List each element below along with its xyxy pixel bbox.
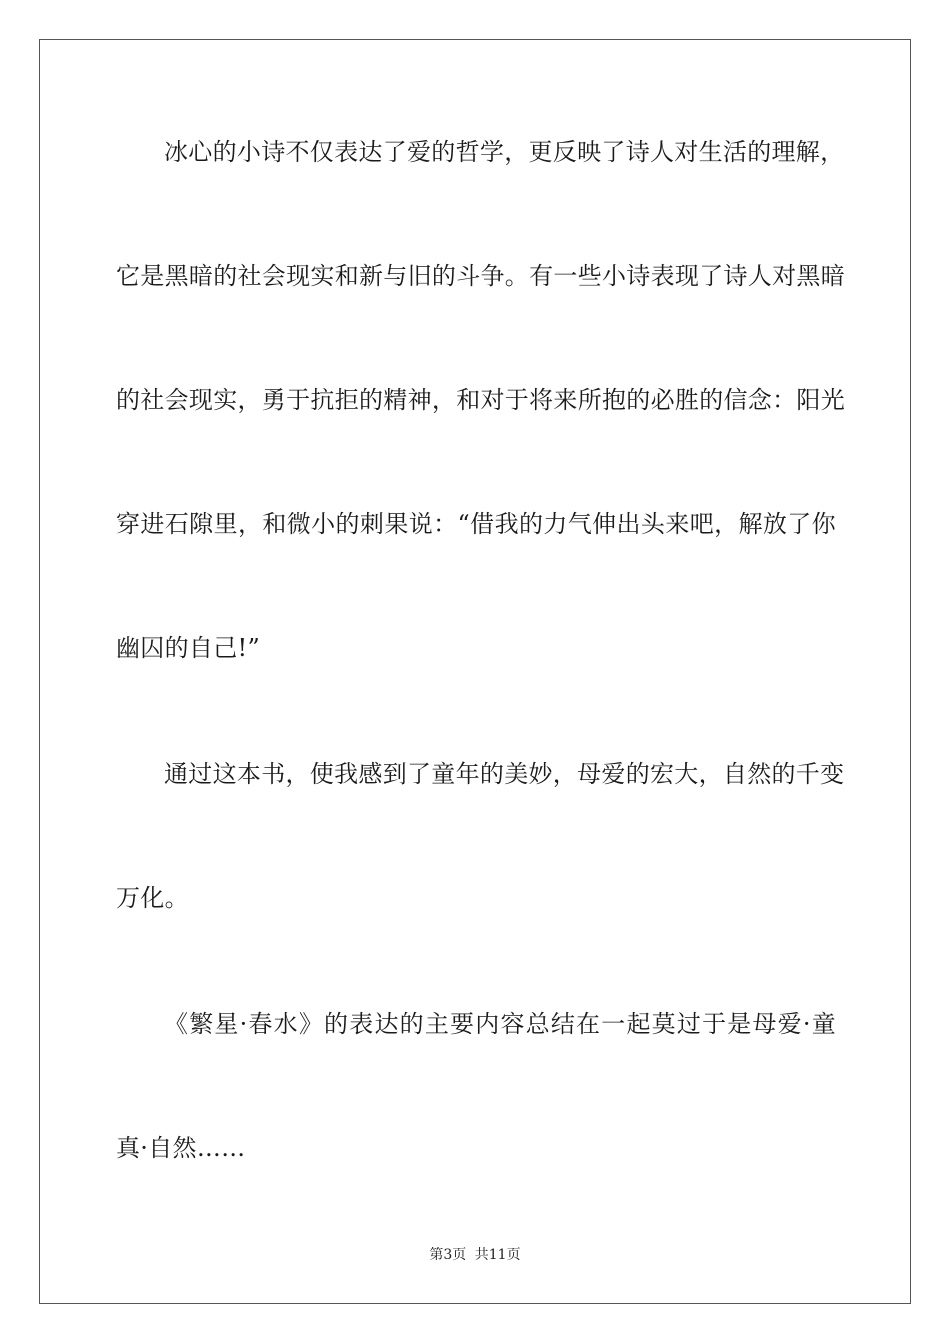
paragraph-3-line-1: 《繁星·春水》的表达的主要内容总结在一起莫过于是母爱·童 <box>164 1010 836 1038</box>
paragraph-1-line-5: 幽囚的自己!” <box>116 634 261 662</box>
paragraph-3-line-2: 真·自然…… <box>116 1134 246 1162</box>
page-border <box>39 39 911 1304</box>
page-footer <box>0 1246 950 1264</box>
total-page-count: 共11页 <box>474 1247 521 1263</box>
paragraph-2-line-2: 万化。 <box>116 884 189 912</box>
paragraph-1-line-2: 它是黑暗的社会现实和新与旧的斗争。有一些小诗表现了诗人对黑暗 <box>116 262 845 290</box>
paragraph-2-line-1: 通过这本书，使我感到了童年的美妙，母爱的宏大，自然的千变 <box>164 760 845 788</box>
paragraph-1-line-3: 的社会现实，勇于抗拒的精神，和对于将来所抱的必胜的信念：阳光 <box>116 386 845 414</box>
current-page-number: 第3页 <box>429 1247 467 1263</box>
paragraph-1-line-1: 冰心的小诗不仅表达了爱的哲学，更反映了诗人对生活的理解， <box>164 138 845 166</box>
paragraph-1-line-4: 穿进石隙里，和微小的刺果说：“借我的力气伸出头来吧，解放了你 <box>116 510 836 538</box>
